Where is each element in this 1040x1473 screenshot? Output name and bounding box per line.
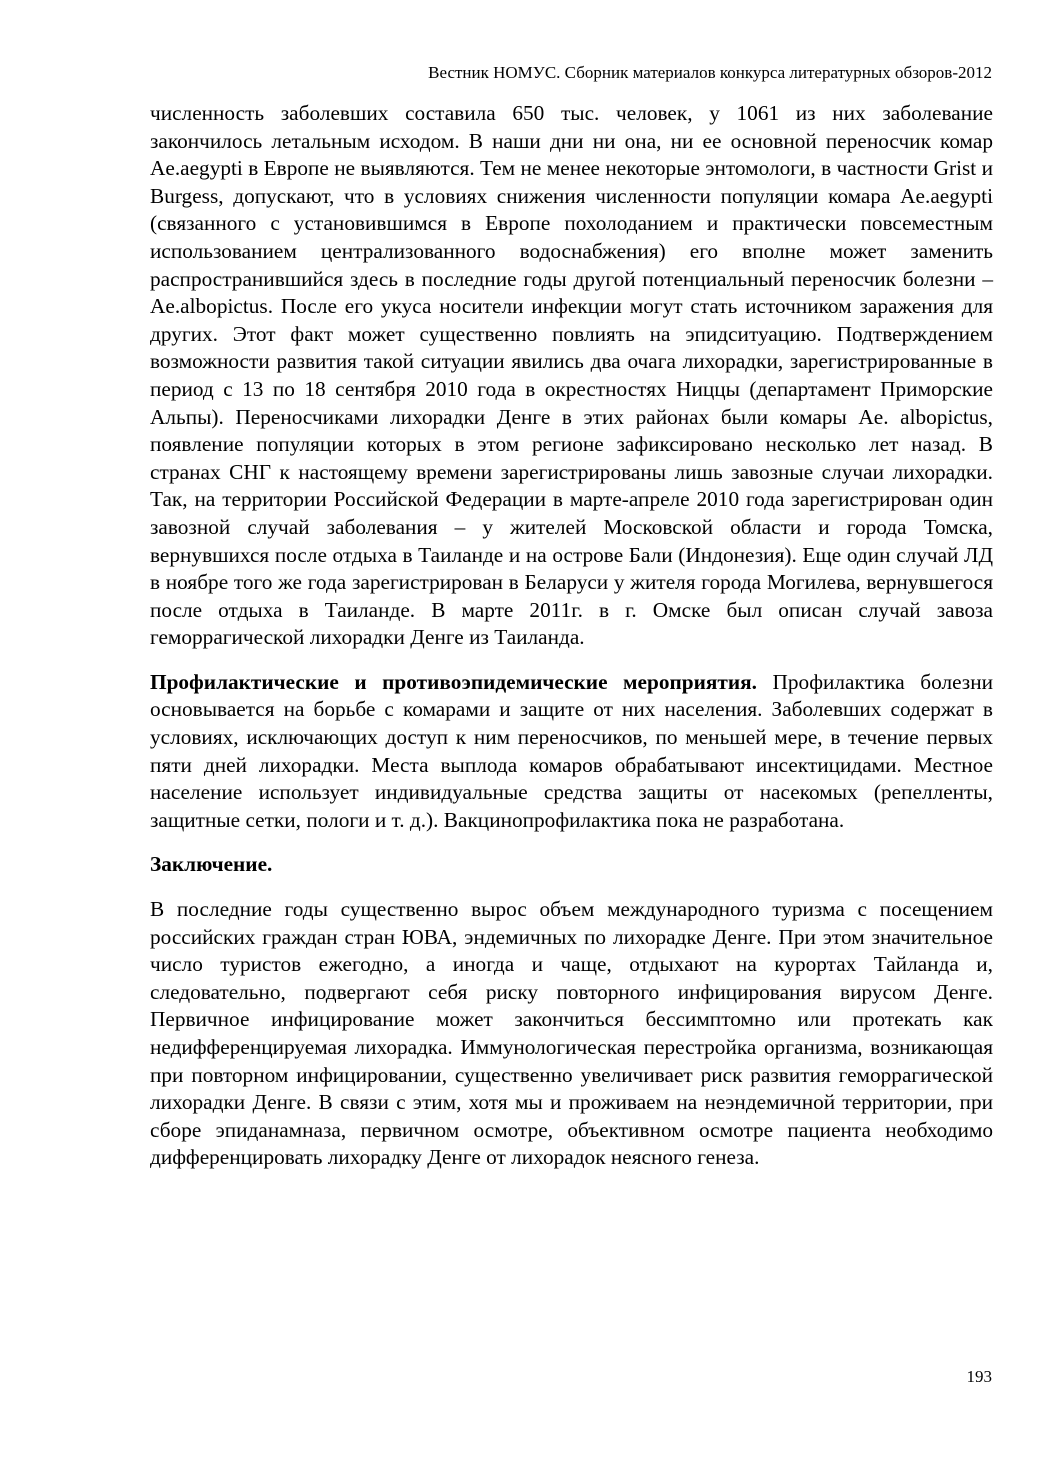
prevention-text: Профилактика болезни основывается на борьбе с комарами и защите от них населения. Заболевших содержат в условиях, исключающих доступ к ним переносчиков, по меньшей мере, в течение первых пяти дней лихорадки. Места выплода комаров обрабатывают инсектицидами. Местное население использует индивидуальные средства защиты от насекомых (репелленты, защитные сетки, пологи и т. д.). Вакцинопрофилактика пока не разработана. xyxy=(150,669,993,832)
prevention-heading: Профилактические и противоэпидемические мероприятия. xyxy=(150,669,757,694)
paragraph-conclusion: В последние годы существенно вырос объем международного туризма с посещением российских граждан стран ЮВА, эндемичных по лихорадке Денге. При этом значительное число туристов ежегодно, а иногда и чаще, отдыхают на курортах Тайланда и, следовательно, подвергают себя риску повторного инфицирования вирусом Денге. Первичное инфицирование может закончиться бессимптомно или протекать как недифференцируемая лихорадка. Иммунологическая перестройка организма, возникающая при повторном инфицировании, существенно увеличивает риск развития геморрагической лихорадки Денге. В связи с этим, хотя мы и проживаем на неэндемичной территории, при сборе эпиданамназа, первичном осмотре, объективном осмотре пациента необходимо дифференцировать лихорадку Денге от лихорадок неясного генеза. xyxy=(150,897,993,1170)
paragraph-epidemiology: численность заболевших составила 650 тыс. человек, у 1061 из них заболевание закончилось летальным исходом. В наши дни ни она, ни ее основной переносчик комар Ae.aegypti в Европе не выявляются. Тем не менее некоторые энтомологи, в частности Grist и Burgess, допускают, что в условиях снижения численности популяции комара Ae.aegypti (связанного с установившимся в Европе похолоданием и практически повсеместным использованием централизованного водоснабжения) его вполне может заменить распространившийся здесь в последние годы другой потенциальный переносчик болезни – Ae.albopictus. После его укуса носители инфекции могут стать источником заражения для других. Этот факт может существенно повлиять на эпидситуацию. Подтверждением возможности развития такой ситуации явились два очага лихорадки, зарегистрированные в период с 13 по 18 сентября 2010 года в окрестностях Ниццы (департамент Приморские Альпы). Переносчиками лихорадки Денге в этих районах были комары Ae. albopictus, появление популяции которых в этом регионе зафиксировано несколько лет назад. В странах СНГ к настоящему времени зарегистрированы лишь завозные случаи лихорадки. Так, на территории Российской Федерации в марте-апреле 2010 года зарегистрирован один завозной случай заболевания – у жителей Московской области и города Томска, вернувшихся после отдыха в Таиланде и на острове Бали (Индонезия). Еще один случай ЛД в ноябре того же года зарегистрирован в Беларуси у жителя города Могилева, вернувшегося после отдыха в Таиланде. В марте 2011г. в г. Омске был описан случай завоза геморрагической лихорадки Денге из Таиланда. xyxy=(150,101,993,650)
paragraph-prevention xyxy=(150,669,993,835)
page-number: 193 xyxy=(966,1367,992,1386)
body-text xyxy=(150,100,993,1172)
conclusion-heading: Заключение. xyxy=(150,852,273,877)
running-header: Вестник НОМУС. Сборник материалов конкурса литературных обзоров-2012 xyxy=(428,63,992,82)
